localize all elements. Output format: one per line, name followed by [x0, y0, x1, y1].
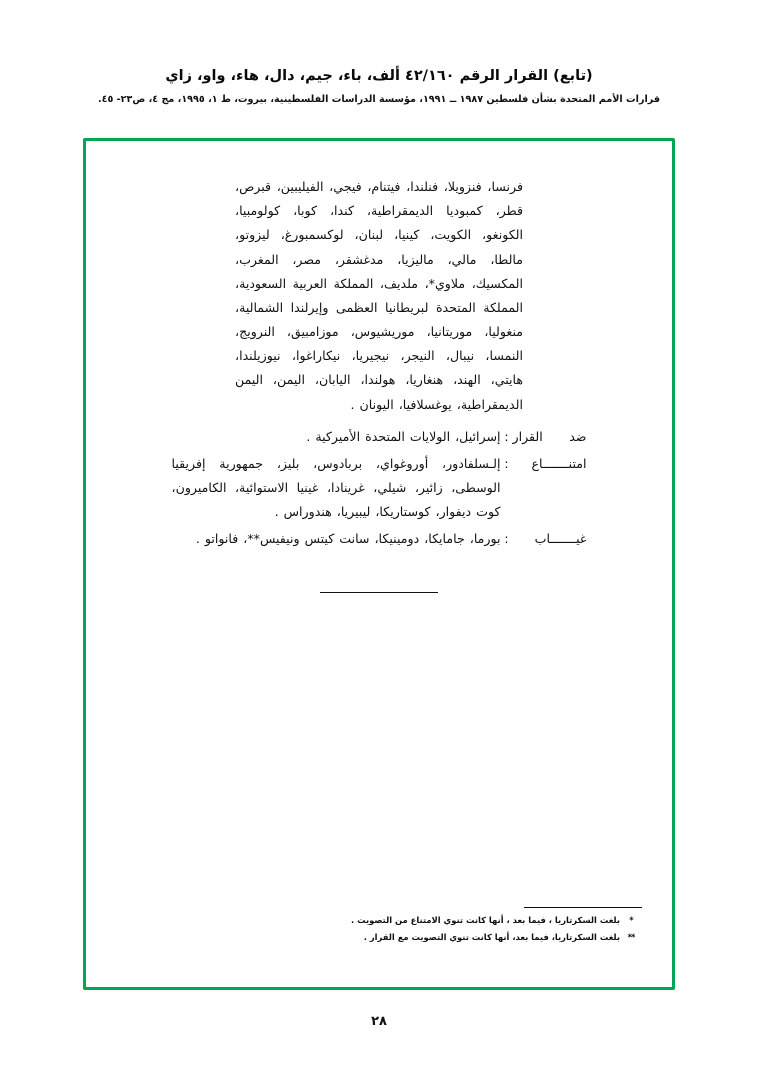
vote-row — [172, 452, 587, 525]
countries-paragraph: فرنسا، فنزويلا، فنلندا، فيتنام، فيجي، الفيليبين، قبرص، قطر، كمبوديا الديمقراطية، كندا، كوبا، كولومبيا، الكونغو، الكويت، كينيا، لبنان، لوكسمبورغ، ليزوتو، مالطا، مالي، ماليزيا، مدغشقر، مصر، المغرب، المكسيك، ملاوي*، ملديف، المملكة العربية السعودية، المملكة المتحدة لبريطانيا العظمى وإيرلندا الشمالية، منغوليا، موريتانيا، موريشيوس، موزامبيق، النرويج، النمسا، نيبال، النيجر، نيجيريا، نيكاراغوا، نيوزيلندا، هايتي، الهند، هنغاريا، هولندا، اليابان، اليمن، اليمن الديمقراطية، يوغسلافيا، اليونان . — [235, 179, 523, 412]
vote-value: بورما، جامايكا، دومينيكا، سانت كيتس ونيفيس**، فانواتو . — [195, 531, 501, 547]
vote-label: غيـــــــاب — [534, 531, 587, 547]
vote-separator: : — [504, 455, 509, 471]
vote-row — [172, 425, 587, 449]
page-number: ٢٨ — [371, 1014, 387, 1029]
footnote-divider — [524, 907, 642, 908]
footnotes-section — [142, 907, 642, 949]
document-content — [86, 175, 672, 987]
footnote-text: بلغت السكرتاريا، فيما بعد، أنها كانت تنوي التصويت مع القرار . — [363, 932, 620, 943]
footnote-marker: * — [629, 914, 633, 925]
vote-label: امتنـــــــاع — [531, 455, 587, 471]
section-divider — [320, 592, 438, 593]
vote-label: ضد القرار — [512, 428, 587, 444]
vote-value: إسرائيل، الولايات المتحدة الأميركية . — [306, 428, 501, 444]
vote-breakdown-list — [172, 425, 587, 552]
vote-row — [172, 527, 587, 551]
footnote-marker: ** — [627, 932, 635, 943]
page-header — [0, 66, 758, 107]
green-content-frame — [83, 138, 675, 990]
vote-value: إلـسلفادور، أوروغواي، بربادوس، بليز، جمهورية إفريقيا الوسطى، زائير، شيلي، غرينادا، غينيا الاستوائية، الكاميرون، كوت ديفوار، كوستاريكا، ليبيريا، هندوراس . — [171, 455, 501, 520]
footnote-item — [142, 914, 642, 927]
footnote-text: بلغت السكرتاريا ، فيما بعد ، أنها كانت تنوي الامتناع من التصويت . — [351, 914, 620, 925]
vote-separator: : — [504, 531, 509, 547]
header-title: (تابع) القرار الرقم ٤٢/١٦٠ ألف، باء، جيم، دال، هاء، واو، زاي — [165, 68, 593, 84]
header-source-line: قرارات الأمم المتحدة بشأن فلسطين ١٩٨٧ ــ ١٩٩١، مؤسسة الدراسات الفلسطينية، بيروت، ط ١، ١٩٩٥، مج ٤، ص٢٣- ٤٥. — [97, 94, 661, 106]
footnote-item — [142, 931, 642, 944]
vote-separator: : — [504, 428, 509, 444]
